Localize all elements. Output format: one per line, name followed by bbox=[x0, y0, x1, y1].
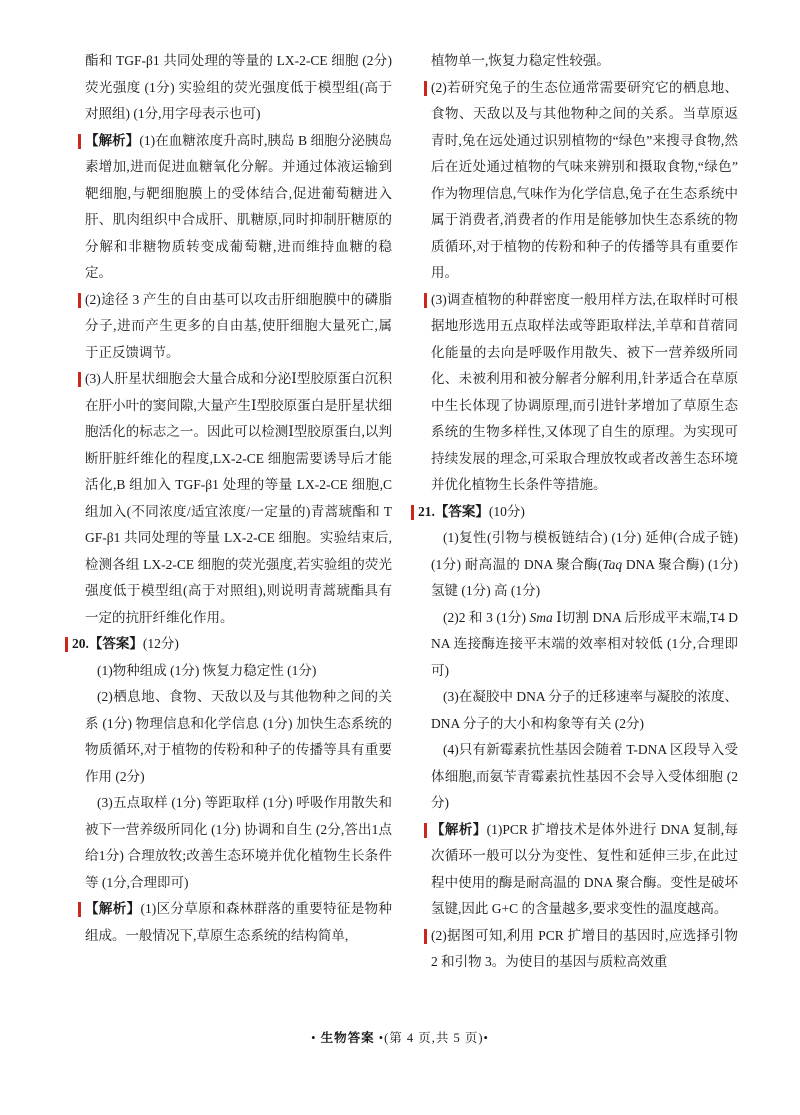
text-segment: (4)只有新霉素抗性基因会随着 T-DNA 区段导入受体细胞,而氨苄青霉素抗性基因不会导入受体细胞 (2分) bbox=[431, 742, 738, 810]
bold-text: 【解析】 bbox=[85, 132, 140, 148]
bold-text: 21.【答案】 bbox=[418, 503, 489, 519]
text-segment: (3)在凝胶中 DNA 分子的迁移速率与凝胶的浓度、DNA 分子的大小和构象等有关 (2分) bbox=[431, 689, 738, 731]
text-segment: 酯和 TGF-β1 共同处理的等量的 LX-2-CE 细胞 (2分) 荧光强度 (1分) 实验组的荧光强度低于模型组(高于对照组) (1分,用字母表示也可) bbox=[85, 53, 392, 121]
paragraph bbox=[431, 737, 738, 817]
text-segment: (1)在血糖浓度升高时,胰岛 B 细胞分泌胰岛素增加,进而促进血糖氧化分解。并通过体液运输到靶细胞,与靶细胞膜上的受体结合,促进葡萄糖进入肝、肌肉组织中合成肝、肌糖原,同时抑制肝糖原的分解和非糖物质转变成葡萄糖,进而维持血糖的稳定。 bbox=[85, 132, 393, 280]
italic-text: Sma bbox=[529, 609, 553, 625]
paragraph bbox=[431, 923, 738, 976]
red-margin-mark bbox=[424, 823, 427, 838]
bold-text: 20.【答案】 bbox=[72, 636, 143, 651]
two-column-layout bbox=[72, 48, 738, 976]
text-segment: (2)若研究兔子的生态位通常需要研究它的栖息地、食物、天敌以及与其他物种之间的关系。当草原返青时,兔在远处通过识别植物的“绿色”来搜寻食物,然后在近处通过植物的气味来辨别和摄取食物,“绿色”作为物理信息,气味作为化学信息,兔子在生态系统中属于消费者,消费者的作用是能够加快生态系统的物质循环,对于植物的传粉和种子的传播等具有重要作用。 bbox=[431, 79, 738, 280]
red-margin-mark bbox=[65, 637, 68, 652]
text-segment: (2)据图可知,利用 PCR 扩增目的基因时,应选择引物 2 和引物 3。为使目的基因与质粒高效重 bbox=[431, 927, 738, 969]
text-segment: (3)人肝星状细胞会大量合成和分泌Ⅰ型胶原蛋白沉积在肝小叶的窦间隙,大量产生Ⅰ型胶原蛋白是肝星状细胞活化的标志之一。因此可以检测Ⅰ型胶原蛋白,以判断肝脏纤维化的程度,LX-2-CE 细胞需要诱导后才能活化,B 组加入 TGF-β1 处理的等量 LX-2-CE 细胞,C 组加入(不同浓度/适宜浓度/一定量的)青蒿琥酯和 TGF-β1 共同处理的等量 LX-2-CE 细胞。实验结束后,检测各组 LX-2-CE 细胞的荧光强度,若实验组的荧光强度低于模型组(高于对照组),则说明青蒿琥酯具有一定的抗肝纤维化作用。 bbox=[85, 371, 392, 625]
red-margin-mark bbox=[411, 505, 414, 520]
text-segment: (2)途径 3 产生的自由基可以攻击肝细胞膜中的磷脂分子,进而产生更多的自由基,使肝细胞大量死亡,属于正反馈调节。 bbox=[85, 291, 392, 360]
text-segment: 植物单一,恢复力稳定性较强。 bbox=[431, 53, 610, 68]
text-segment: (2)栖息地、食物、天敌以及与其他物种之间的关系 (1分) 物理信息和化学信息 (1分) 加快生态系统的物质循环,对于植物的传粉和种子的传播等具有重要作用 (2分) bbox=[85, 689, 392, 784]
text-segment: Ⅰ切割 DNA 后形成平末端,T4 DNA 连接酶连接平末端的效率相对较低 (1分,合理即可) bbox=[431, 609, 738, 678]
paragraph bbox=[431, 75, 738, 287]
paragraph bbox=[85, 896, 392, 949]
paragraph bbox=[431, 684, 738, 737]
text-segment: (1)物种组成 (1分) 恢复力稳定性 (1分) bbox=[97, 662, 317, 678]
text-segment: •(第 4 页,共 5 页)• bbox=[374, 1031, 489, 1045]
page-footer bbox=[0, 1028, 800, 1046]
bold-text: 【解析】 bbox=[431, 821, 487, 837]
text-segment: (1)PCR 扩增技术是体外进行 DNA 复制,每次循环一般可以分为变性、复性和延伸三步,在此过程中使用的酶是耐高温的 DNA 聚合酶。变性是破坏氢键,因此 G+C 的含量越多,要求变性的温度越高。 bbox=[431, 821, 739, 916]
paragraph bbox=[431, 525, 738, 605]
text-segment: (3)五点取样 (1分) 等距取样 (1分) 呼吸作用散失和被下一营养级所同化 (1分) 协调和自生 (2分,答出1点给1分) 合理放牧;改善生态环境并优化植物生长条件等 (1分,合理即可) bbox=[85, 795, 392, 890]
bold-text: 生物答案 bbox=[320, 1031, 375, 1045]
paragraph bbox=[85, 658, 392, 685]
red-margin-mark bbox=[78, 134, 81, 149]
text-segment: (10分) bbox=[488, 503, 525, 519]
text-segment: (1)复性(引物与模板链结合) (1分) 延伸(合成子链) (1分) 耐高温的 DNA 聚合酶( bbox=[431, 530, 738, 572]
red-margin-mark bbox=[78, 902, 81, 917]
text-segment: (2)2 和 3 (1分) bbox=[443, 609, 530, 625]
paragraph bbox=[431, 287, 738, 499]
right-column bbox=[418, 48, 738, 976]
paragraph bbox=[418, 499, 738, 526]
text-segment: (1)区分草原和森林群落的重要特征是物种组成。一般情况下,草原生态系统的结构简单, bbox=[85, 901, 392, 943]
text-segment: DNA 聚合酶) (1分) 氢键 (1分) 高 (1分) bbox=[431, 556, 738, 598]
paragraph bbox=[85, 287, 392, 367]
paragraph bbox=[85, 366, 392, 631]
paragraph bbox=[431, 48, 738, 75]
paragraph bbox=[431, 817, 738, 923]
red-margin-mark bbox=[78, 372, 81, 387]
red-margin-mark bbox=[424, 293, 427, 308]
paragraph bbox=[72, 631, 392, 658]
red-margin-mark bbox=[424, 81, 427, 96]
italic-text: Taq bbox=[602, 556, 623, 572]
text-segment: • bbox=[311, 1031, 321, 1045]
red-margin-mark bbox=[424, 929, 427, 944]
paragraph bbox=[85, 48, 392, 128]
text-segment: (12分) bbox=[142, 636, 179, 651]
paragraph bbox=[85, 128, 392, 287]
paragraph bbox=[85, 684, 392, 790]
red-margin-mark bbox=[78, 293, 81, 308]
paragraph bbox=[85, 790, 392, 896]
left-column bbox=[72, 48, 392, 976]
bold-text: 【解析】 bbox=[85, 901, 141, 916]
paragraph bbox=[431, 605, 738, 685]
text-segment: (3)调查植物的种群密度一般用样方法,在取样时可根据地形选用五点取样法或等距取样法,羊草和苜蓿同化能量的去向是呼吸作用散失、被下一营养级所同化、未被利用和被分解者分解利用,针茅适合在草原中生长体现了协调原理,而引进针茅增加了草原生态系统的生物多样性,又体现了自生的原理。为实现可持续发展的理念,可采取合理放牧或者改善生态环境并优化植物生长条件等措施。 bbox=[431, 291, 738, 492]
